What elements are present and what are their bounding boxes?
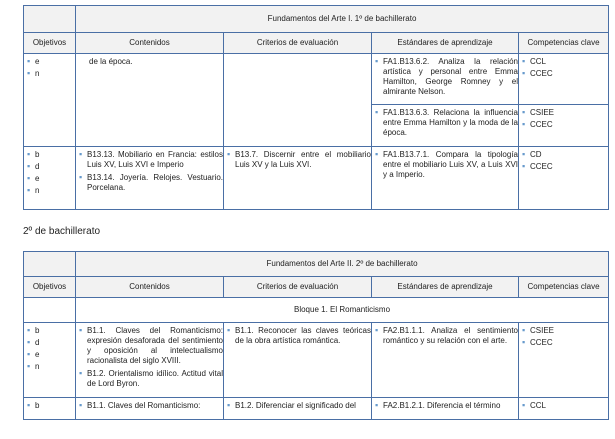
- contenido-item: ▪ B1.2. Orientalismo idílico. Actitud vital de Lord Byron.: [79, 369, 223, 389]
- estandar-item: ▪ FA2.B1.2.1. Diferencia el término: [375, 401, 518, 411]
- table-corner: [24, 252, 76, 277]
- objetivo-item: ▪ n: [27, 362, 75, 372]
- table-title: Fundamentos del Arte II. 2º de bachillerato: [76, 252, 609, 277]
- criterios-cell: [224, 323, 372, 398]
- header-objetivos: Objetivos: [24, 277, 76, 298]
- objetivo-item: ▪ b: [27, 150, 75, 160]
- estandar-item: ▪ FA1.B13.7.1. Compara la tipología entre el mobiliario Luis XV, a Luis XVI y a Imperio.: [375, 150, 518, 180]
- criterios-cell: [224, 398, 372, 420]
- criterio-item: ▪ B13.7. Discernir entre el mobiliario Luis XV y la Luis XVI.: [227, 150, 371, 170]
- competencia-item: ▪ CCEC: [522, 120, 608, 130]
- estandar-cell: [372, 54, 519, 105]
- contenidos-cell: [76, 323, 224, 398]
- header-criterios: Criterios de evaluación: [224, 33, 372, 54]
- estandar-cell: [372, 398, 519, 420]
- objetivo-item: ▪ b: [27, 401, 75, 411]
- table-fundamentos-arte-1: [23, 5, 609, 210]
- objetivos-cell: [24, 147, 76, 210]
- criterio-item: ▪ B1.1. Reconocer las claves teóricas de la obra artística romántica.: [227, 326, 371, 346]
- estandar-item: ▪ FA1.B13.6.3. Relaciona la influencia entre Emma Hamilton y la moda de la época.: [375, 108, 518, 138]
- competencia-item: ▪ CCL: [522, 57, 608, 67]
- header-competencias: Competencias clave: [519, 33, 609, 54]
- table-title: Fundamentos del Arte I. 1º de bachillerato: [76, 6, 609, 33]
- objetivos-cell: [24, 398, 76, 420]
- objetivo-item: ▪ d: [27, 162, 75, 172]
- objetivo-item: ▪ n: [27, 186, 75, 196]
- objetivo-item: ▪ e: [27, 350, 75, 360]
- criterios-cell: [224, 54, 372, 147]
- objetivos-cell: [24, 323, 76, 398]
- criterios-cell: [224, 147, 372, 210]
- objetivo-item: ▪ n: [27, 69, 75, 79]
- table-corner: [24, 6, 76, 33]
- competencia-item: ▪ CCEC: [522, 338, 608, 348]
- competencia-item: ▪ CCL: [522, 401, 608, 411]
- competencia-item: ▪ CSIEE: [522, 326, 608, 336]
- competencias-cell: [519, 54, 609, 105]
- objetivos-cell: [24, 54, 76, 147]
- estandar-cell: [372, 105, 519, 147]
- header-criterios: Criterios de evaluación: [224, 277, 372, 298]
- contenido-text: de la época.: [89, 57, 133, 66]
- competencias-cell: [519, 147, 609, 210]
- estandar-cell: [372, 323, 519, 398]
- objetivo-item: ▪ e: [27, 57, 75, 67]
- contenidos-cell: [76, 398, 224, 420]
- contenido-item: ▪ B1.1. Claves del Romanticismo: expresión desaforada del sentimiento y oposición al intelectualismo racionalista del siglo XVIII.: [79, 326, 223, 366]
- objetivo-item: ▪ b: [27, 326, 75, 336]
- competencia-item: ▪ CSIEE: [522, 108, 608, 118]
- header-estandares: Estándares de aprendizaje: [372, 33, 519, 54]
- competencias-cell: [519, 105, 609, 147]
- table-fundamentos-arte-2: [23, 251, 609, 420]
- section-heading: 2º de bachillerato: [23, 226, 101, 237]
- contenido-item: ▪ B13.14. Joyería. Relojes. Vestuario. Porcelana.: [79, 173, 223, 193]
- competencias-cell: [519, 398, 609, 420]
- header-contenidos: Contenidos: [76, 33, 224, 54]
- header-estandares: Estándares de aprendizaje: [372, 277, 519, 298]
- block-spacer: [24, 298, 76, 323]
- competencia-item: ▪ CD: [522, 150, 608, 160]
- block-title: Bloque 1. El Romanticismo: [76, 298, 609, 323]
- contenido-item: ▪ B1.1. Claves del Romanticismo:: [79, 401, 223, 411]
- header-objetivos: Objetivos: [24, 33, 76, 54]
- objetivo-item: ▪ d: [27, 338, 75, 348]
- estandar-cell: [372, 147, 519, 210]
- competencias-cell: [519, 323, 609, 398]
- contenidos-cell: [76, 54, 224, 147]
- estandar-item: ▪ FA2.B1.1.1. Analiza el sentimiento romántico y su relación con el arte.: [375, 326, 518, 346]
- header-competencias: Competencias clave: [519, 277, 609, 298]
- objetivo-item: ▪ e: [27, 174, 75, 184]
- criterio-item: ▪ B1.2. Diferenciar el significado del: [227, 401, 371, 411]
- competencia-item: ▪ CCEC: [522, 69, 608, 79]
- contenidos-cell: [76, 147, 224, 210]
- contenido-item: ▪ B13.13. Mobiliario en Francia: estilos Luis XV, Luis XVI e Imperio: [79, 150, 223, 170]
- header-contenidos: Contenidos: [76, 277, 224, 298]
- estandar-item: ▪ FA1.B13.6.2. Analiza la relación artística y personal entre Emma Hamilton, George Romney y el almirante Nelson.: [375, 57, 518, 97]
- competencia-item: ▪ CCEC: [522, 162, 608, 172]
